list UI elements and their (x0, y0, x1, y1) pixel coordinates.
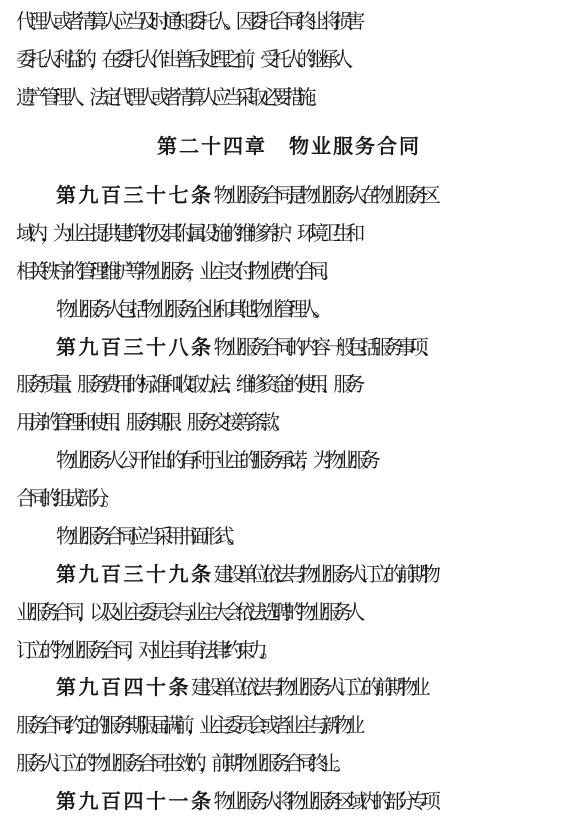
article-text: 物业服务人将物业服务区域内的部分专项 (213, 789, 434, 813)
article-text: 物业服务合同的内容一般包括服务事项、 (213, 334, 434, 359)
text-line: 业服务合同，以及业主委员会与业主大会依法选聘的物业服务人 (16, 599, 358, 624)
article-first-line (0, 180, 578, 210)
text-line: 用房的管理和使用、服务期限、服务交接等条款。 (16, 410, 285, 435)
article-number: 第九百四十一条 (56, 789, 214, 813)
text-line: 服务人订立的物业服务合同生效的，前期物业服务合同终止。 (16, 751, 346, 776)
text-line: 委托人利益的，在委托人作出善后处理之前，受托人的继承人、 (16, 46, 358, 71)
text-line: 相关秩序的管理维护等物业服务，业主支付物业费的合同。 (16, 258, 334, 283)
text-line: 订立的物业服务合同，对业主具有法律约束力。 (16, 637, 273, 662)
text-line: 服务质量、服务费用的标准和收取办法、维修资金的使用、服务 (16, 372, 358, 397)
text-line: 物业服务人包括物业服务企业和其他物业管理人。 (56, 296, 325, 321)
text-line: 物业服务人公开作出的有利于业主的服务承诺，为物业服务 (56, 448, 374, 473)
article-number: 第九百四十条 (56, 675, 191, 700)
text-line: 服务合同约定的服务期限届满前，业主委员会或者业主与新物业 (16, 713, 358, 738)
article-text: 物业服务合同是物业服务人在物业服务区 (213, 183, 434, 207)
text-line: 遗产管理人、法定代理人或者清算人应当采取必要措施。 (16, 84, 321, 109)
text-line: 代理人或者清算人应当及时通知委托人。因委托合同终止将损害 (16, 9, 358, 33)
article-text: 建设单位依法与物业服务人订立的前期物 (213, 561, 434, 586)
article-number: 第九百三十九条 (56, 561, 214, 586)
article-number: 第九百三十七条 (56, 183, 214, 207)
text-line: 合同的组成部分。 (16, 486, 114, 510)
article-first-line (0, 672, 578, 702)
article-first-line (0, 559, 578, 589)
chapter-title: 第二十四章 物业服务合同 (157, 134, 421, 159)
article-first-line (0, 786, 578, 816)
article-first-line (0, 332, 578, 362)
article-number: 第九百三十八条 (56, 334, 214, 359)
text-line: 物业服务合同应当采用书面形式。 (56, 523, 239, 548)
text-line: 域内，为业主提供建筑物及其附属设施的维修养护、环境卫生和 (16, 220, 358, 245)
article-text: 建设单位依法与物业服务人订立的前期物业 (191, 675, 423, 700)
